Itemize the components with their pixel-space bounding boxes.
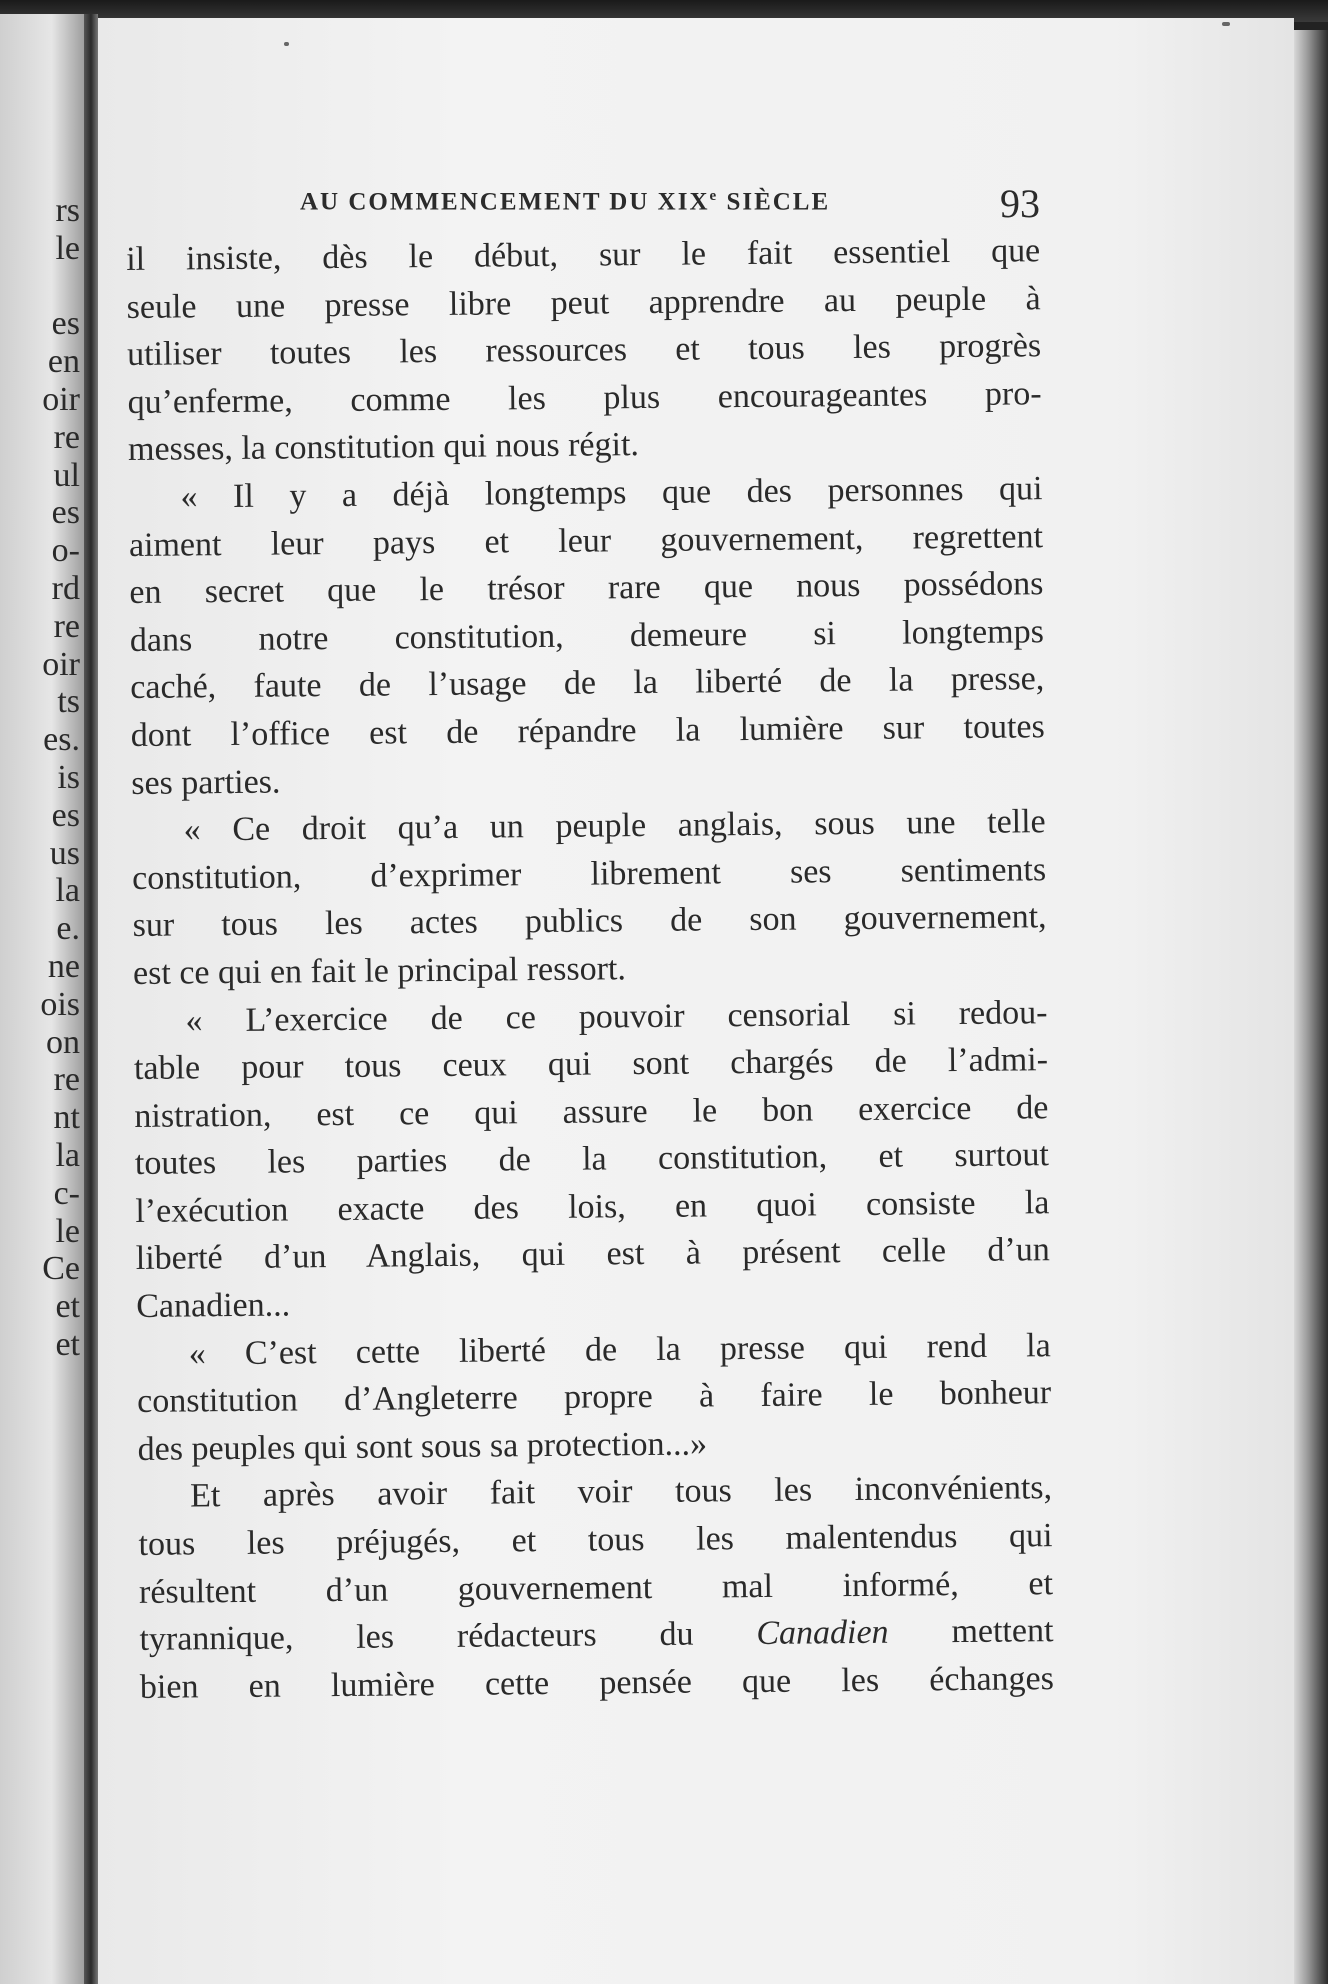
text-line: des peuples qui sont sous sa protection...»	[137, 1425, 708, 1468]
text-line: « C’est cette liberté de la presse qui rend la	[188, 1326, 1051, 1373]
text-line: utiliser toutes les ressources et tous les progrès	[126, 327, 1042, 374]
text-line-with-italic	[139, 1607, 1053, 1663]
running-head-title: AU COMMENCEMENT DU XIXe SIÈCLE	[300, 188, 831, 216]
text-line: « Ce droit qu’a un peuple anglais, sous une telle	[183, 803, 1046, 849]
text-line: qu’enferme, comme les plus encourageantes pro-	[127, 375, 1042, 421]
left-page-fragment: rs	[55, 192, 80, 229]
italic-title-canadien: Canadien	[756, 1613, 889, 1653]
left-page-fragment: nt	[53, 1099, 80, 1137]
left-page-fragment: ts	[57, 683, 80, 721]
left-page-fragment: la	[55, 872, 80, 910]
left-page-fragment: re	[53, 607, 80, 645]
text-line: constitution d’Angleterre propre à faire le bonheur	[137, 1374, 1052, 1421]
body-text	[126, 227, 1054, 1711]
text-line: résultent d’un gouvernement mal informé, et	[138, 1564, 1054, 1611]
text-line: aiment leur pays et leur gouvernement, regrettent	[128, 517, 1044, 564]
text-line: toutes les parties de la constitution, et surtout	[134, 1136, 1050, 1183]
book-gutter	[84, 14, 98, 1984]
text-line: sur tous les actes publics de son gouvernement,	[132, 898, 1047, 945]
left-page-fragment: ois	[40, 985, 80, 1023]
left-page-fragment: le	[55, 229, 80, 267]
text-line: Et après avoir fait voir tous les inconvénients,	[189, 1469, 1053, 1515]
text-line: « L’exercice de ce pouvoir censorial si redou-	[185, 993, 1048, 1039]
left-page-fragment: et	[55, 1288, 80, 1326]
left-page-fragment: en	[47, 343, 80, 381]
text-line: table pour tous ceux qui sont chargés de l’admi-	[133, 1041, 1049, 1088]
text-segment: mettent	[951, 1612, 1054, 1651]
text-line: en secret que le trésor rare que nous possédons	[129, 565, 1044, 612]
left-page-edge	[0, 14, 86, 1984]
left-page-fragment: o-	[51, 532, 80, 570]
text-line: est ce qui en fait le principal ressort.	[132, 950, 627, 992]
left-page-fragment: et	[55, 1326, 80, 1363]
text-line: ses parties.	[131, 763, 281, 802]
left-page-fragment: c-	[53, 1174, 80, 1212]
text-line: il insiste, dès le début, sur le fait essentiel que	[126, 232, 1041, 278]
text-line: « Il y a déjà longtemps que des personnes qui	[180, 470, 1043, 516]
left-page-fragment: is	[57, 759, 80, 796]
left-page-fragment: ne	[47, 948, 80, 985]
left-page-fragment: es.	[43, 721, 80, 759]
text-line: messes, la constitution qui nous régit.	[127, 426, 640, 469]
left-page-fragment: es	[51, 494, 80, 532]
left-page-fragment: e.	[56, 910, 80, 948]
left-page-fragment: Ce	[42, 1250, 80, 1288]
page-number: 93	[1000, 181, 1040, 226]
left-page-fragment: re	[53, 418, 80, 456]
text-line: dans notre constitution, demeure si longtemps	[129, 612, 1045, 659]
left-page-fragment: us	[49, 834, 80, 872]
left-page-fragment: le	[55, 1212, 80, 1250]
left-page-fragment: ul	[53, 456, 80, 494]
text-line: dont l’office est de répandre la lumière sur toutes	[130, 708, 1045, 754]
paper-speck	[1222, 22, 1230, 26]
left-page-fragment: oir	[42, 381, 80, 418]
text-line: caché, faute de l’usage de la liberté de la presse,	[130, 660, 1045, 707]
text-line: nistration, est ce qui assure le bon exercice de	[134, 1088, 1049, 1135]
paper-speck	[284, 42, 289, 46]
text-line: constitution, d’exprimer librement ses sentiments	[131, 850, 1047, 897]
text-line: liberté d’un Anglais, qui est à présent celle d’un	[135, 1231, 1050, 1278]
right-page-edge	[1294, 30, 1328, 1984]
text-line: l’exécution exacte des lois, en quoi consiste la	[135, 1184, 1050, 1230]
left-page-fragment: es	[51, 305, 80, 343]
left-page-fragment: la	[55, 1137, 80, 1174]
left-page-fragment: rd	[51, 570, 80, 607]
left-page-fragment: oir	[42, 645, 80, 683]
left-page-fragment: es	[51, 796, 80, 834]
left-page-fragment: re	[53, 1061, 80, 1099]
text-line: seule une presse libre peut apprendre au peuple à	[126, 279, 1041, 326]
text-segment: tyrannique, les rédacteurs du	[139, 1615, 694, 1659]
text-line: Canadien...	[136, 1286, 291, 1326]
left-page-fragment: on	[46, 1023, 80, 1061]
text-line: bien en lumière cette pensée que les échanges	[139, 1659, 1055, 1706]
text-line: tous les préjugés, et tous les malentendus qui	[138, 1517, 1053, 1563]
